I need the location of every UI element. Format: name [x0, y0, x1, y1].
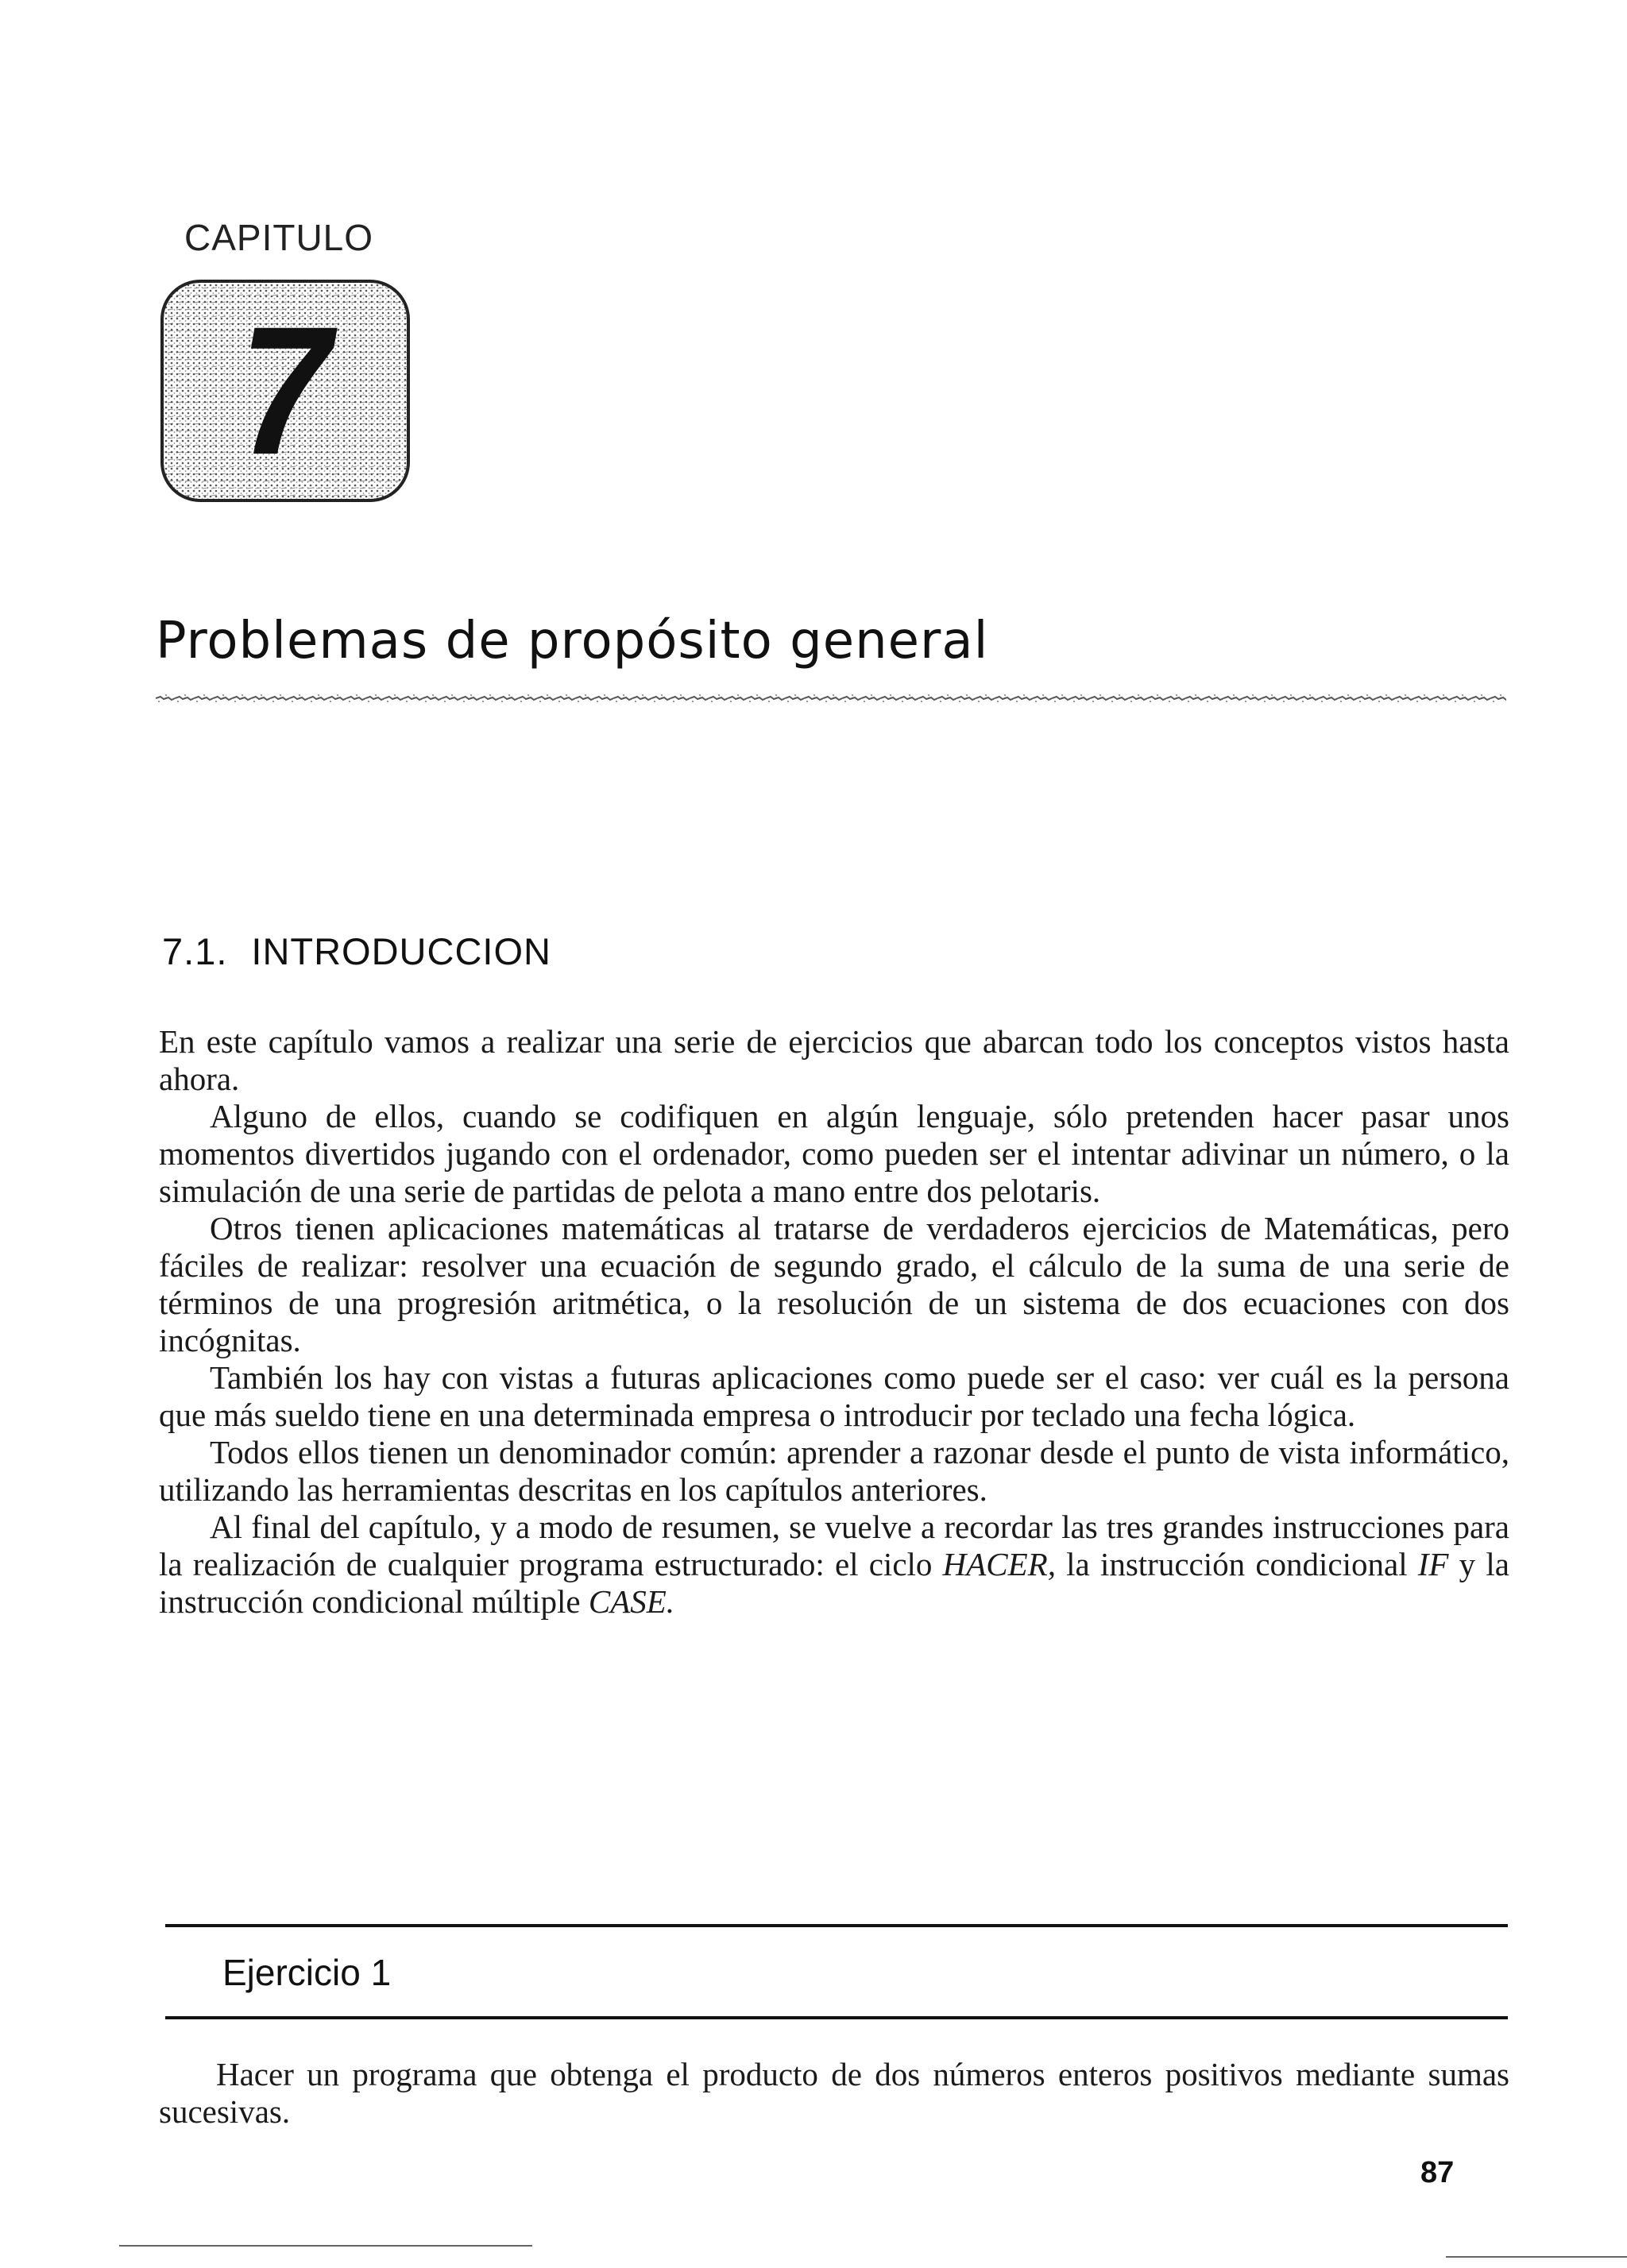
paragraph: En este capítulo vamos a realizar una serie de ejercicios que abarcan todo los conceptos vistos hasta ahora.	[159, 1023, 1509, 1097]
keyword-if: IF	[1417, 1546, 1449, 1582]
page-number: 87	[1420, 2156, 1455, 2189]
section-number: 7.1.	[162, 930, 228, 972]
exercise-heading: Ejercicio 1	[222, 1952, 392, 1993]
paragraph: Todos ellos tienen un denominador común: aprender a razonar desde el punto de vista informático, utilizando las herramientas descritas en los capítulos anteriores.	[159, 1434, 1509, 1508]
exercise-statement: Hacer un programa que obtenga el producto de dos números enteros positivos mediante sumas sucesivas.	[159, 2056, 1509, 2130]
paragraph-text: y la instrucción condicional múltiple	[159, 1546, 1509, 1620]
keyword-hacer: HACER,	[942, 1546, 1056, 1582]
section-title: INTRODUCCION	[251, 930, 551, 972]
chapter-number: 7	[239, 288, 331, 493]
title-rule	[156, 693, 1506, 704]
exercise-body	[159, 2056, 1509, 2131]
chapter-label: CAPITULO	[184, 217, 374, 258]
introduction-body	[159, 1023, 1509, 1621]
exercise-rule-top	[165, 1924, 1508, 1927]
footer-line	[1446, 2256, 1627, 2258]
paragraph-text: Al final del capítulo, y a modo de resumen, se vuelve a recordar las tres grandes instrucciones para la realización de cualquier programa estructurado: el ciclo	[159, 1509, 1509, 1582]
chapter-title: Problemas de propósito general	[156, 612, 989, 670]
paragraph	[159, 1509, 1509, 1621]
paragraph-text: la instrucción condicional	[1055, 1546, 1418, 1582]
paragraph: Alguno de ellos, cuando se codifiquen en algún lenguaje, sólo pretenden hacer pasar unos momentos divertidos jugando con el ordenador, como pueden ser el intentar adivinar un número, o la simulación de una serie de partidas de pelota a mano entre dos pelotaris.	[159, 1098, 1509, 1209]
footer-line	[119, 2245, 532, 2247]
exercise-rule-bottom	[165, 2016, 1508, 2019]
paragraph: Otros tienen aplicaciones matemáticas al tratarse de verdaderos ejercicios de Matemáticas, pero fáciles de realizar: resolver una ecuación de segundo grado, el cálculo de la suma de una serie de términos de una progresión aritmética, o la resolución de un sistema de dos ecuaciones con dos incógnitas.	[159, 1210, 1509, 1358]
keyword-case: CASE.	[588, 1583, 675, 1620]
section-heading	[162, 929, 551, 973]
paragraph: También los hay con vistas a futuras aplicaciones como puede ser el caso: ver cuál es la persona que más sueldo tiene en una determinada empresa o introducir por teclado una fecha lógica.	[159, 1359, 1509, 1433]
